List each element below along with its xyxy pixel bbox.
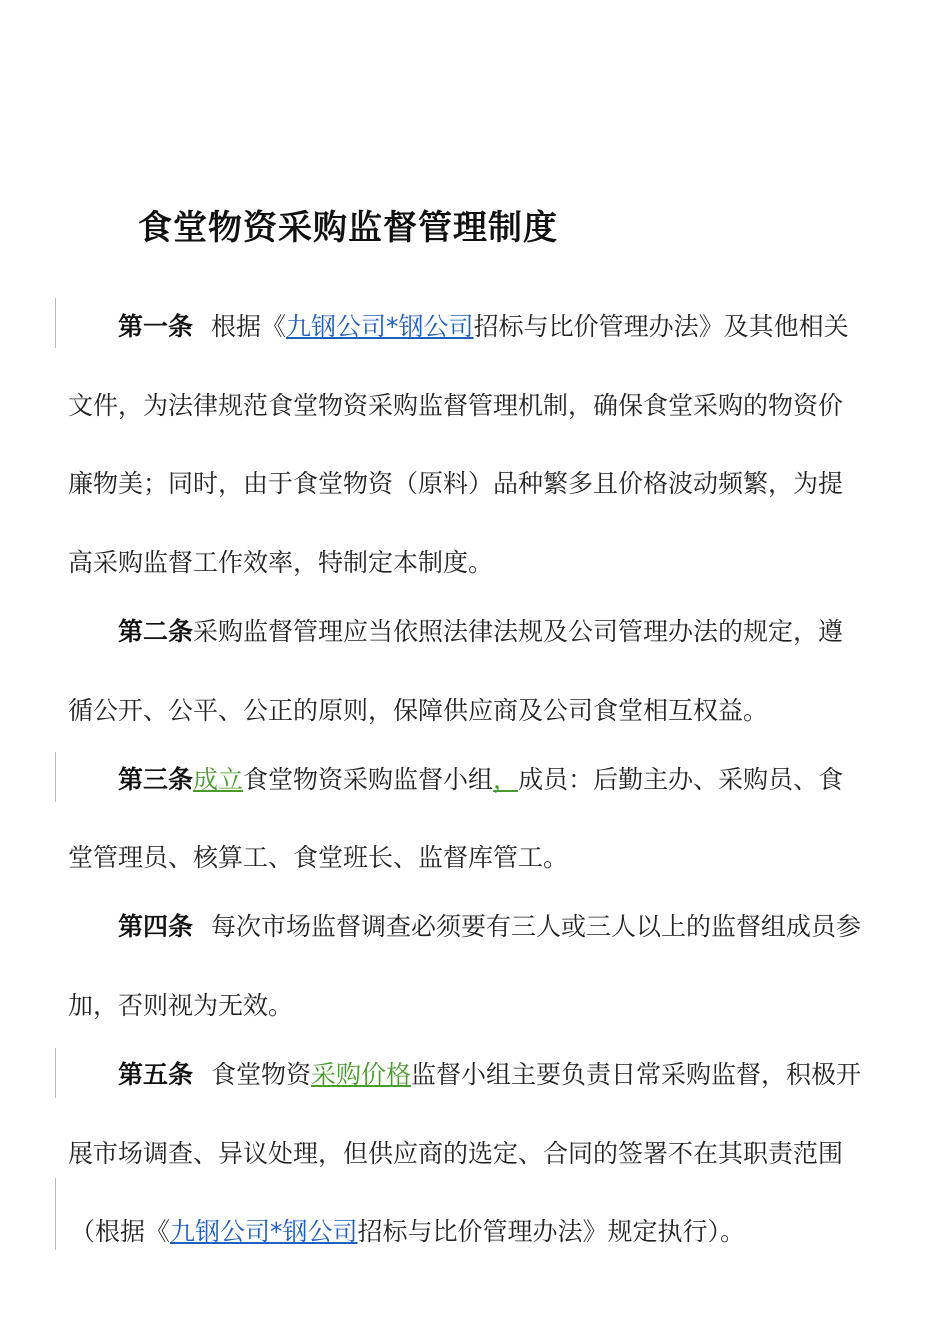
revision-bar (55, 1178, 56, 1250)
text-span: 食堂物资 (211, 1060, 312, 1089)
article-5-line-1 (118, 1057, 861, 1093)
article-5-line-2: 展市场调查、异议处理，但供应商的选定、合同的签署不在其职责范围 (68, 1139, 844, 1168)
text-span: 采购监督管理应当依照法律法规及公司管理办法的规定，遵 (193, 617, 844, 646)
article-label: 第三条 (118, 765, 194, 794)
doc-link[interactable]: 钢公司 (282, 1217, 358, 1246)
article-4-line-2: 加，否则视为无效。 (68, 991, 294, 1020)
article-1-line-4: 高采购监督工作效率，特制定本制度。 (68, 548, 494, 577)
doc-link-separator[interactable]: * (386, 312, 399, 341)
text-span: 成员：后勤主办、采购员、食 (518, 765, 844, 794)
article-1-line-2: 文件，为法律规范食堂物资采购监督管理机制，确保食堂采购的物资价 (68, 391, 844, 420)
doc-link-separator[interactable]: * (270, 1217, 283, 1246)
article-1-line-3: 廉物美；同时，由于食堂物资（原料）品种繁多且价格波动频繁，为提 (68, 469, 844, 498)
inserted-text: 成立 (193, 765, 244, 794)
article-label: 第一条 (118, 312, 194, 341)
article-5-line-3 (70, 1214, 745, 1250)
doc-link[interactable]: 九钢公司 (170, 1217, 271, 1246)
document-title: 食堂物资采购监督管理制度 (138, 208, 558, 248)
text-span: 根据《 (211, 312, 287, 341)
inserted-text: 采购价格 (311, 1060, 412, 1089)
text-span: 招标与比价管理办法》规定执行）。 (357, 1217, 746, 1246)
article-label: 第四条 (118, 912, 194, 941)
doc-link[interactable]: 钢公司 (398, 312, 474, 341)
text-span: 每次市场监督调查必须要有三人或三人以上的监督组成员参 (211, 912, 862, 941)
article-3-line-2: 堂管理员、核算工、食堂班长、监督库管工。 (68, 843, 569, 872)
text-span: 招标与比价管理办法》及其他相关 (473, 312, 849, 341)
text-span: 监督小组主要负责日常采购监督，积极开 (411, 1060, 862, 1089)
article-2-line-2: 循公开、公平、公正的原则，保障供应商及公司食堂相互权益。 (68, 696, 769, 725)
revision-bar (55, 298, 56, 348)
inserted-text: ， (493, 765, 519, 794)
revision-bar (55, 752, 56, 802)
article-3-line-1 (118, 762, 843, 798)
article-label: 第二条 (118, 617, 194, 646)
article-1-line-1 (118, 309, 849, 345)
article-2-line-1 (118, 614, 843, 650)
text-span: （根据《 (70, 1217, 171, 1246)
revision-bar (55, 1048, 56, 1098)
doc-link[interactable]: 九钢公司 (286, 312, 387, 341)
text-span: 食堂物资采购监督小组 (243, 765, 494, 794)
article-label: 第五条 (118, 1060, 194, 1089)
article-4-line-1 (118, 909, 861, 945)
